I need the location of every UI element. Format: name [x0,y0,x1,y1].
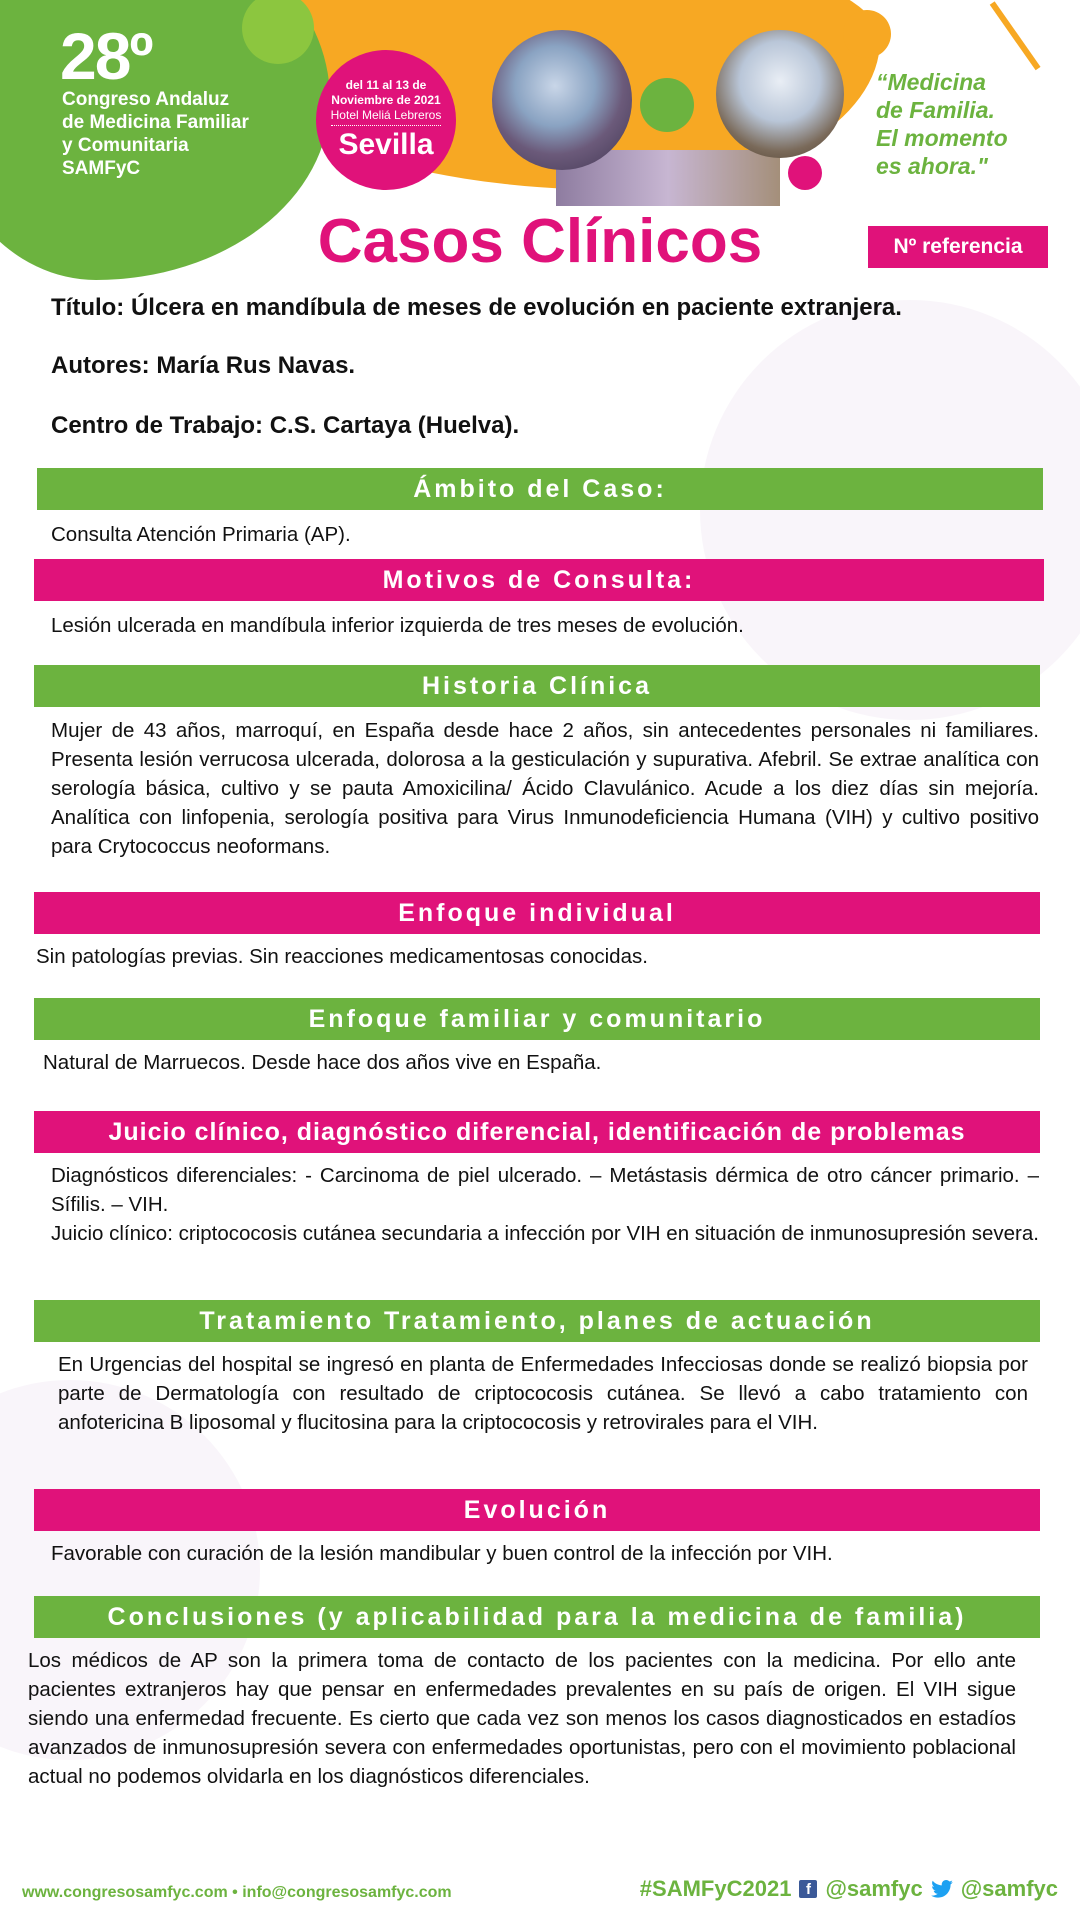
date-badge [316,50,456,190]
date-line: Noviembre de 2021 [331,93,441,107]
section-text-motivos: Lesión ulcerada en mandíbula inferior izquierda de tres meses de evolución. [51,614,744,637]
background-watermark [700,300,1080,720]
decorative-stripe [990,0,1080,70]
venue: Hotel Meliá Lebreros [331,108,442,126]
footer-contact [22,1884,452,1902]
section-text-juicio [51,1161,1039,1248]
page-title: Casos Clínicos [317,207,763,276]
hashtag: #SAMFyC2021 [639,1876,792,1901]
section-text-tratamiento: En Urgencias del hospital se ingresó en planta de Enfermedades Infecciosas donde se realizó biopsia por parte de Dermatología con resultado de criptococosis cutánea. Se llevó a cabo tratamiento con anfotericina B liposomal y flucitosina para la criptococosis y retrovirales para el VIH. [58,1353,1028,1434]
congress-name-line: de Medicina Familiar [62,112,249,133]
twitter-icon [931,1880,953,1898]
slogan-line: de Familia. [876,97,995,123]
section-heading-familiar: Enfoque familiar y comunitario [34,998,1040,1040]
slogan-line: “Medicina [876,69,986,95]
section-heading-ambito: Ámbito del Caso: [37,468,1043,510]
footer-social [640,1876,1058,1902]
date-line: del 11 al 13 de [345,78,427,92]
decorative-dot [788,156,822,190]
decorative-dot [640,78,694,132]
congress-name-line: y Comunitaria [62,135,189,156]
section-heading-motivos: Motivos de Consulta: [34,559,1044,601]
section-text-individual: Sin patologías previas. Sin reacciones medicamentosas conocidas. [36,945,648,968]
section-text-historia: Mujer de 43 años, marroquí, en España desde hace 2 años, sin antecedentes personales ni familiares. Presenta lesión verrucosa ulcerada, dolorosa a la gesticulación y supurativa. Afebril. Se extrae analítica con serología básica, cultivo y se pauta Amoxicilina/ Ácido Clavulánico. Acude a los diez días sin mejoría. Analítica con linfopenia, serología positiva para Virus Inmunodeficiencia Humana (VIH) y cultivo positivo para Crytococcus neoformans. [51,719,1039,858]
section-heading-evolucion: Evolución [34,1489,1040,1531]
footer-separator: • [232,1884,238,1901]
congress-name [62,88,249,180]
decorative-dot [843,10,891,58]
section-text-ambito: Consulta Atención Primaria (AP). [51,523,351,546]
section-text-conclusiones: Los médicos de AP son la primera toma de contacto de los pacientes con la medicina. Por ello ante pacientes extranjeros hay que pensar en enfermedades prevalentes en su país de origen. El VIH sigue siendo una enfermedad frecuente. Es cierto que cada vez son menos los casos diagnosticados en estadíos avanzados de inmunosupresión severa con enfermedades oportunistas, pero con el movimiento poblacional actual no podemos olvidarla en los diagnósticos diferenciales. [28,1649,1016,1788]
congress-name-line: SAMFyC [62,158,141,179]
congress-number: 28º [60,19,152,93]
section-heading-juicio: Juicio clínico, diagnóstico diferencial, identificación de problemas [34,1111,1040,1153]
section-text-familiar: Natural de Marruecos. Desde hace dos años vive en España. [43,1051,602,1074]
email-link[interactable]: info@congresosamfyc.com [242,1884,452,1901]
slogan-line: es ahora." [876,153,988,179]
juicio-clinical: Juicio clínico: criptococosis cutánea secundaria a infección por VIH en situación de inmunosupresión severa. [51,1222,1039,1245]
section-heading-tratamiento: Tratamiento Tratamiento, planes de actuación [34,1300,1040,1342]
bridge-photo [716,30,844,158]
case-authors: Autores: María Rus Navas. [51,352,356,379]
case-workplace: Centro de Trabajo: C.S. Cartaya (Huelva). [51,412,520,439]
section-text-evolucion: Favorable con curación de la lesión mandibular y buen control de la infección por VIH. [51,1542,833,1565]
section-heading-conclusiones: Conclusiones (y aplicabilidad para la medicina de familia) [34,1596,1040,1638]
twitter-handle[interactable]: @samfyc [960,1876,1058,1901]
congress-name-line: Congreso Andaluz [62,89,230,110]
facebook-icon: f [799,1880,817,1898]
website-link[interactable]: www.congresosamfyc.com [22,1884,228,1901]
case-title: Título: Úlcera en mandíbula de meses de evolución en paciente extranjera. [51,294,902,321]
slogan [876,68,1008,180]
city: Sevilla [338,128,434,161]
section-heading-individual: Enfoque individual [34,892,1040,934]
reference-badge: Nº referencia [868,226,1048,268]
giralda-photo [492,30,632,170]
section-heading-historia: Historia Clínica [34,665,1040,707]
facebook-handle[interactable]: @samfyc [825,1876,923,1901]
slogan-line: El momento [876,125,1008,151]
juicio-differential: Diagnósticos diferenciales: - Carcinoma de piel ulcerado. – Metástasis dérmica de otro cáncer primario. – Sífilis. – VIH. [51,1164,1039,1216]
